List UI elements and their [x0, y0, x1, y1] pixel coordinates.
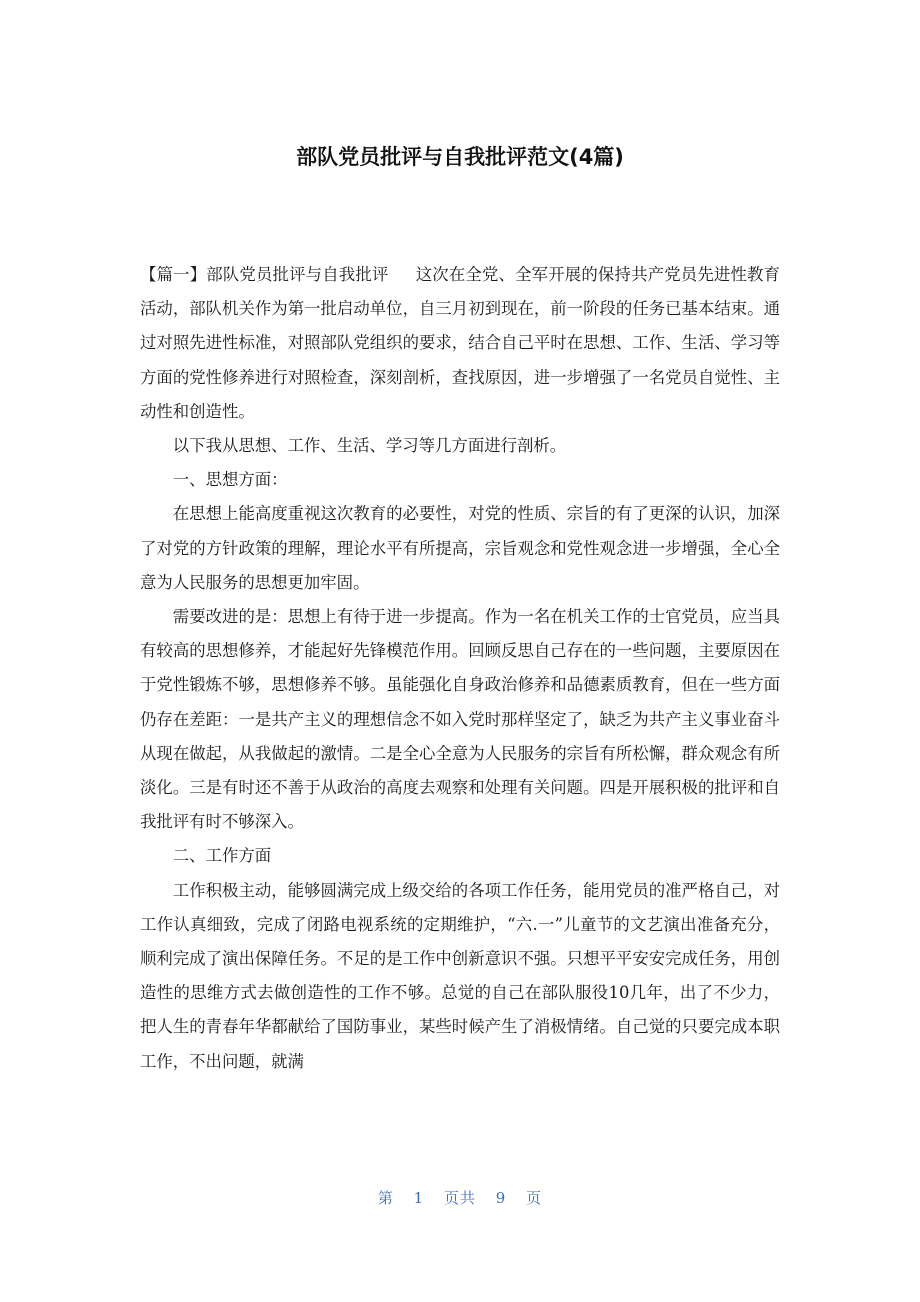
section-heading-work: 二、工作方面	[172, 846, 272, 866]
body-paragraph: 以下我从思想、工作、生活、学习等几方面进行剖析。	[172, 436, 567, 456]
first-paragraph-text: 这次在全党、全军开展的保持共产党员先进性教育活动，部队机关作为第一批启动单位，自三月初到现在，前一阶段的任务已基本结束。通过对照先进性标准，对照部队党组织的要求，结合自己平时在思想、工作、生活、学习等方面的党性修养进行对照检查，深刻剖析，查找原因，进一步增强了一名党员自觉性、主动性和创造性。	[140, 265, 781, 421]
document-title: 部队党员批评与自我批评范文(4篇)	[296, 145, 624, 169]
body-paragraph: 在思想上能高度重视这次教育的必要性，对党的性质、宗旨的有了更深的认识，加深了对党的方针政策的理解，理论水平有所提高，宗旨观念和党性观念进一步增强，全心全意为人民服务的思想更加牢固。	[140, 504, 780, 592]
section-heading-thought: 一、思想方面：	[172, 470, 288, 490]
body-paragraph: 工作积极主动，能够圆满完成上级交给的各项工作任务，能用党员的准严格自己，对工作认真细致，完成了闭路电视系统的定期维护，“六.一”儿童节的文艺演出准备充分，顺利完成了演出保障任务。不足的是工作中创新意识不强。只想平平安安完成任务，用创造性的思维方式去做创造性的工作不够。总觉的自己在部队服役10几年，出了不少力，把人生的青春年华都献给了国防事业，某些时候产生了消极情绪。自己觉的只要完成本职工作，不出问题，就满	[140, 880, 780, 1071]
body-paragraph: 需要改进的是：思想上有待于进一步提高。作为一名在机关工作的士官党员，应当具有较高的思想修养，才能起好先锋模范作用。回顾反思自己存在的一些问题，主要原因在于党性锻炼不够，思想修养不够。虽能强化自身政治修养和品德素质教育，但在一些方面仍存在差距：一是共产主义的理想信念不如入党时那样坚定了，缺乏为共产主义事业奋斗从现在做起，从我做起的激情。二是全心全意为人民服务的宗旨有所松懈，群众观念有所淡化。三是有时还不善于从政治的高度去观察和处理有关问题。四是开展积极的批评和自我批评有时不够深入。	[140, 607, 780, 832]
page-number-footer: 第 1 页共 9 页	[377, 1189, 543, 1207]
document-body	[140, 258, 780, 1079]
first-paragraph	[140, 258, 780, 429]
section-heading: 【篇一】部队党员批评与自我批评	[140, 265, 389, 284]
